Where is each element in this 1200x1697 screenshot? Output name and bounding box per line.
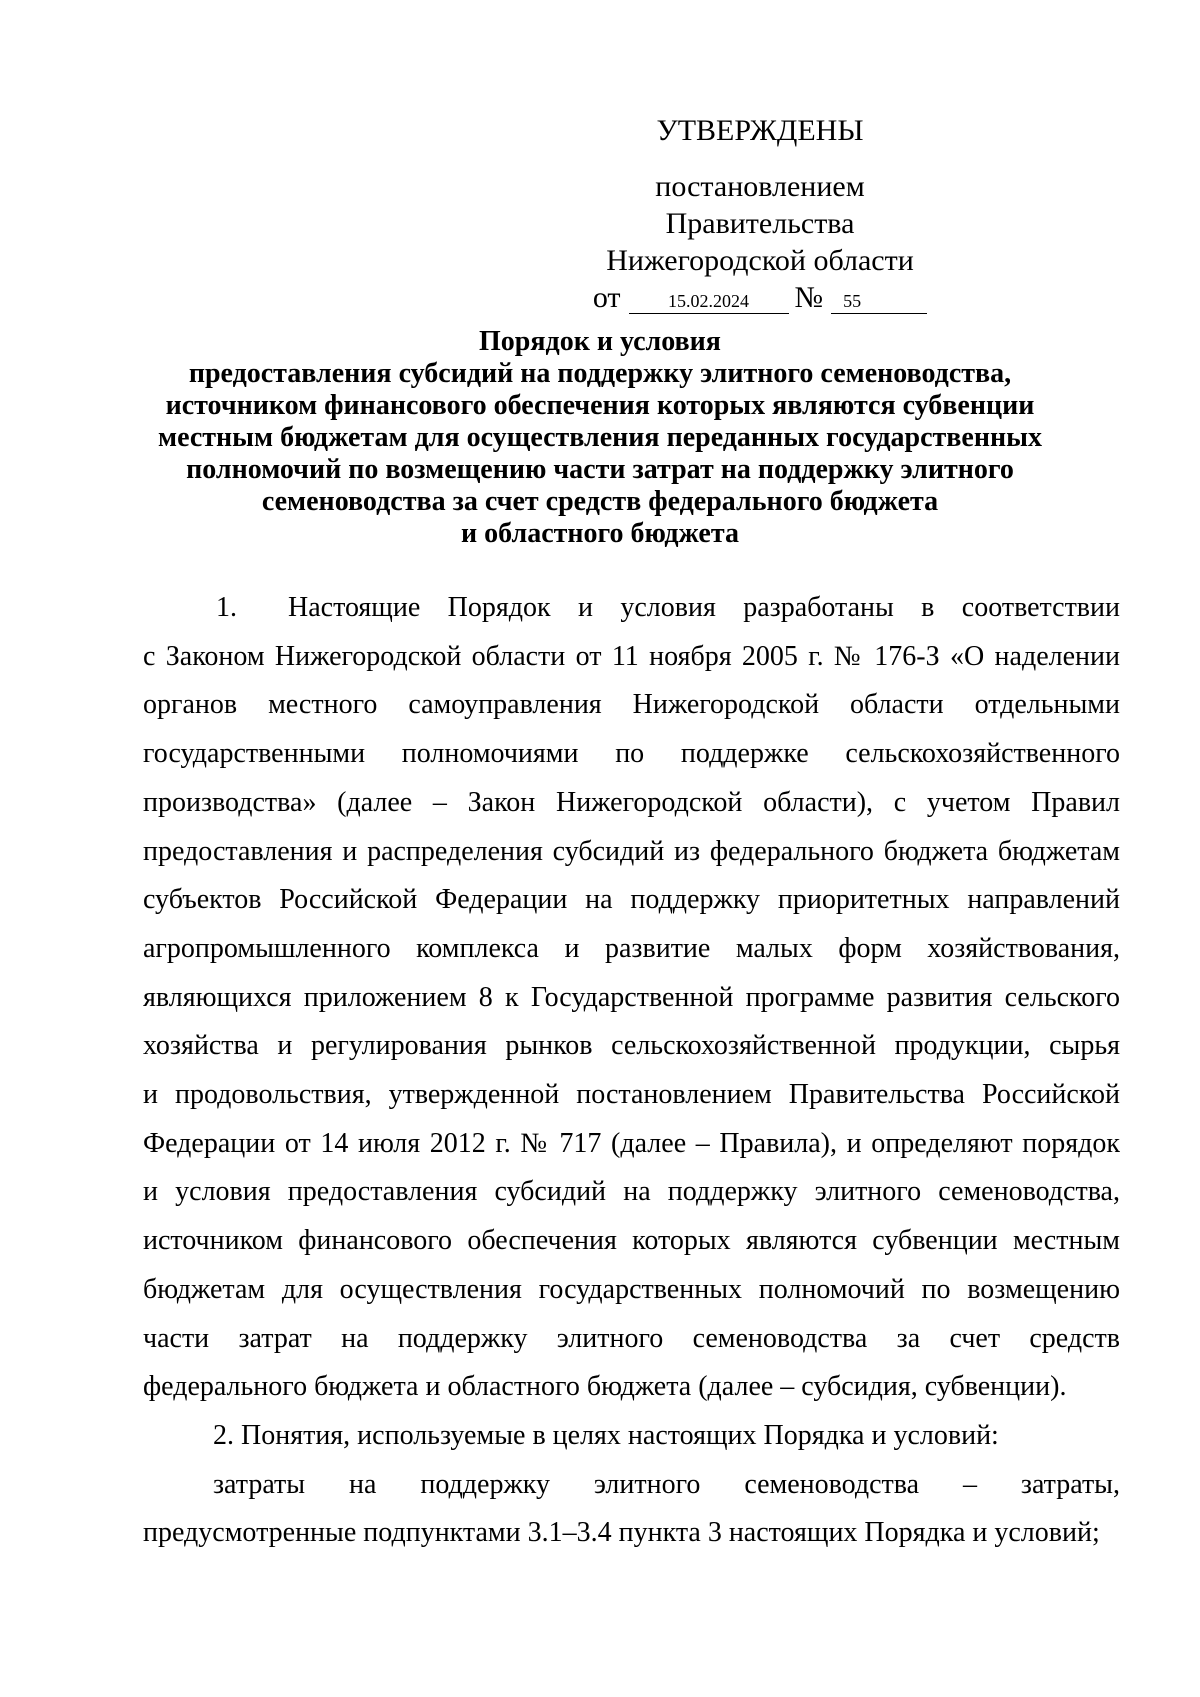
approval-date: 15.02.2024 bbox=[629, 289, 789, 314]
heading-line: предоставления субсидий на поддержку элитного семеноводства, bbox=[188, 358, 1012, 389]
paragraph-1-line: 1. Настоящие Порядок и условия разработаны в соответствии bbox=[143, 584, 1120, 633]
paragraph-1-line: и условия предоставления субсидий на поддержку элитного семеноводства, bbox=[143, 1176, 1120, 1208]
approval-stamp bbox=[560, 108, 960, 316]
approval-date-line bbox=[560, 279, 960, 316]
paragraph-1-line: источником финансового обеспечения которых являются субвенции местным bbox=[143, 1225, 1120, 1257]
approval-line-2: Нижегородской области bbox=[606, 244, 914, 277]
heading-line: полномочий по возмещению части затрат на поддержку элитного bbox=[186, 454, 1014, 485]
paragraph-2: 2. Понятия, используемые в целях настоящих Порядка и условий: bbox=[213, 1419, 999, 1451]
paragraph-1-line: агропромышленного комплекса и развитие малых форм хозяйствования, bbox=[143, 932, 1120, 964]
paragraph-1-line: части затрат на поддержку элитного семеноводства за счет средств bbox=[143, 1322, 1120, 1354]
paragraph-1-line: предоставления и распределения субсидий из федерального бюджета бюджетам bbox=[143, 835, 1120, 867]
paragraph-1-line: являющихся приложением 8 к Государственной программе развития сельского bbox=[143, 981, 1120, 1013]
approval-line-1: постановлением Правительства bbox=[655, 170, 865, 240]
number-prefix: № bbox=[794, 281, 824, 314]
date-prefix: от bbox=[592, 281, 621, 314]
paragraph-1-line: и продовольствия, утвержденной постановлением Правительства Российской bbox=[143, 1079, 1120, 1111]
definition-line-end: предусмотренные подпунктами 3.1–3.4 пункта 3 настоящих Порядка и условий; bbox=[143, 1517, 1100, 1549]
heading-line: и областного бюджета bbox=[461, 518, 739, 549]
document-body bbox=[143, 584, 1120, 1558]
approval-number: 55 bbox=[831, 289, 927, 314]
paragraph-1-line: Федерации от 14 июля 2012 г. № 717 (далее – Правила), и определяют порядок bbox=[143, 1127, 1120, 1159]
paragraph-1-line: хозяйства и регулирования рынков сельскохозяйственной продукции, сырья bbox=[143, 1030, 1120, 1062]
paragraph-1-last-line: федерального бюджета и областного бюджета (далее – субсидия, субвенции). bbox=[143, 1371, 1067, 1403]
paragraph-1-line: производства» (далее – Закон Нижегородской области), с учетом Правил bbox=[143, 786, 1120, 818]
item-number: 1. bbox=[216, 592, 237, 623]
document-heading bbox=[150, 326, 1050, 550]
definition-line: затраты на поддержку элитного семеноводства – затраты, bbox=[213, 1468, 1120, 1500]
paragraph-1-line: государственными полномочиями по поддержке сельскохозяйственного bbox=[143, 738, 1120, 770]
heading-line: источником финансового обеспечения которых являются субвенции bbox=[165, 390, 1035, 421]
paragraph-1-line: субъектов Российской Федерации на поддержку приоритетных направлений bbox=[143, 884, 1120, 916]
paragraph-1-line: с Законом Нижегородской области от 11 ноября 2005 г. № 176-З «О наделении bbox=[143, 640, 1120, 672]
heading-line: Порядок и условия bbox=[479, 326, 721, 357]
approval-title: УТВЕРЖДЕНЫ bbox=[656, 114, 864, 147]
heading-line: семеноводства за счет средств федерального бюджета bbox=[261, 486, 939, 517]
paragraph-1-line: бюджетам для осуществления государственных полномочий по возмещению bbox=[143, 1273, 1120, 1305]
paragraph-1-line: органов местного самоуправления Нижегородской области отдельными bbox=[143, 689, 1120, 721]
heading-line: местным бюджетам для осуществления переданных государственных bbox=[158, 422, 1042, 453]
